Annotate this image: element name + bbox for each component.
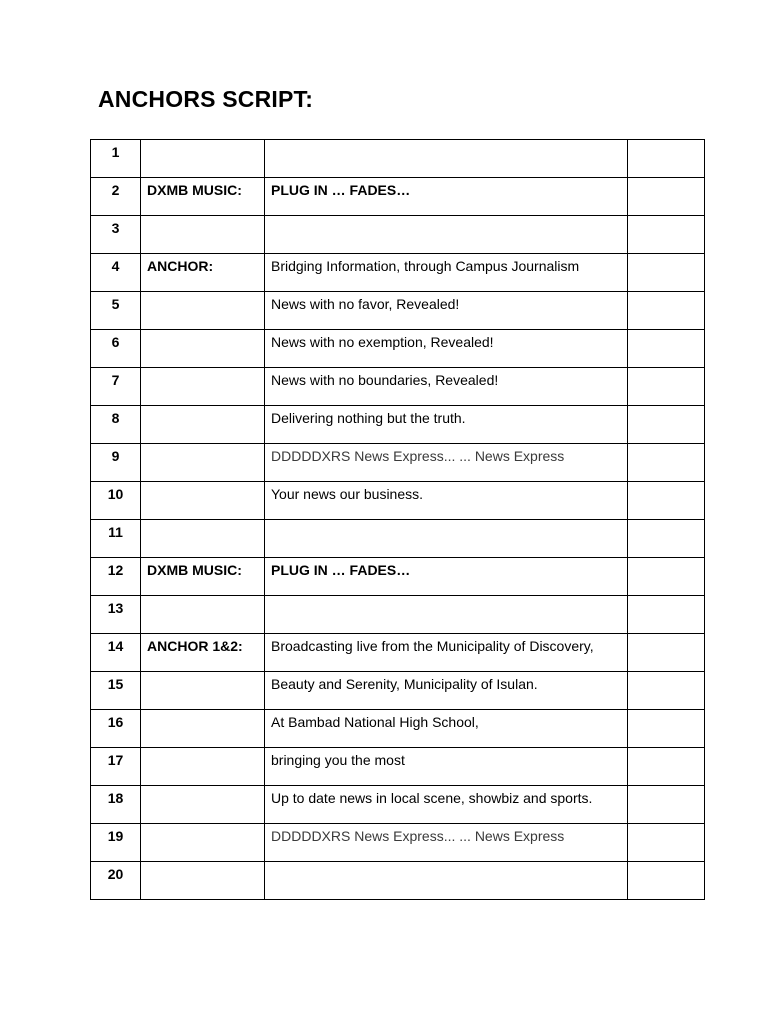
script-row [91, 596, 705, 634]
speaker-cell: ANCHOR 1&2: [141, 634, 265, 672]
notes-cell [628, 596, 705, 634]
script-row [91, 140, 705, 178]
speaker-cell [141, 824, 265, 862]
row-number: 15 [91, 672, 141, 710]
script-line-cell: At Bambad National High School, [265, 710, 628, 748]
notes-cell [628, 140, 705, 178]
row-number: 17 [91, 748, 141, 786]
speaker-cell [141, 786, 265, 824]
speaker-cell [141, 710, 265, 748]
speaker-cell [141, 862, 265, 900]
row-number: 5 [91, 292, 141, 330]
script-row [91, 406, 705, 444]
script-line-cell [265, 596, 628, 634]
script-row [91, 710, 705, 748]
notes-cell [628, 482, 705, 520]
script-line-cell: DDDDDXRS News Express... ... News Express [265, 444, 628, 482]
notes-cell [628, 710, 705, 748]
notes-cell [628, 444, 705, 482]
notes-cell [628, 672, 705, 710]
script-line-cell: PLUG IN … FADES… [265, 178, 628, 216]
row-number: 2 [91, 178, 141, 216]
notes-cell [628, 292, 705, 330]
script-line-cell: News with no favor, Revealed! [265, 292, 628, 330]
script-row [91, 672, 705, 710]
script-row [91, 862, 705, 900]
row-number: 11 [91, 520, 141, 558]
speaker-cell [141, 520, 265, 558]
speaker-cell: DXMB MUSIC: [141, 178, 265, 216]
row-number: 12 [91, 558, 141, 596]
script-line-cell: DDDDDXRS News Express... ... News Express [265, 824, 628, 862]
script-line-cell: Broadcasting live from the Municipality of Discovery, [265, 634, 628, 672]
row-number: 1 [91, 140, 141, 178]
script-table [90, 139, 705, 900]
speaker-cell [141, 330, 265, 368]
script-row [91, 292, 705, 330]
speaker-cell: DXMB MUSIC: [141, 558, 265, 596]
script-row [91, 558, 705, 596]
row-number: 9 [91, 444, 141, 482]
notes-cell [628, 520, 705, 558]
speaker-cell [141, 672, 265, 710]
script-row [91, 824, 705, 862]
speaker-cell [141, 482, 265, 520]
speaker-cell [141, 406, 265, 444]
notes-cell [628, 254, 705, 292]
row-number: 7 [91, 368, 141, 406]
script-line-cell [265, 216, 628, 254]
script-line-cell: Up to date news in local scene, showbiz and sports. [265, 786, 628, 824]
script-line-cell [265, 862, 628, 900]
notes-cell [628, 786, 705, 824]
row-number: 18 [91, 786, 141, 824]
row-number: 10 [91, 482, 141, 520]
speaker-cell [141, 140, 265, 178]
speaker-cell [141, 748, 265, 786]
speaker-cell: ANCHOR: [141, 254, 265, 292]
row-number: 20 [91, 862, 141, 900]
script-line-cell: PLUG IN … FADES… [265, 558, 628, 596]
script-row [91, 482, 705, 520]
row-number: 8 [91, 406, 141, 444]
notes-cell [628, 406, 705, 444]
row-number: 16 [91, 710, 141, 748]
page-title: ANCHORS SCRIPT: [98, 86, 314, 112]
script-line-cell [265, 140, 628, 178]
notes-cell [628, 558, 705, 596]
script-line-cell: Beauty and Serenity, Municipality of Isulan. [265, 672, 628, 710]
notes-cell [628, 330, 705, 368]
script-line-cell: bringing you the most [265, 748, 628, 786]
speaker-cell [141, 216, 265, 254]
script-line-cell: Delivering nothing but the truth. [265, 406, 628, 444]
script-table-body [91, 140, 705, 900]
row-number: 4 [91, 254, 141, 292]
row-number: 3 [91, 216, 141, 254]
script-row [91, 786, 705, 824]
speaker-cell [141, 292, 265, 330]
notes-cell [628, 748, 705, 786]
speaker-cell [141, 368, 265, 406]
row-number: 14 [91, 634, 141, 672]
script-line-cell: Your news our business. [265, 482, 628, 520]
script-row [91, 254, 705, 292]
notes-cell [628, 216, 705, 254]
row-number: 6 [91, 330, 141, 368]
script-row [91, 216, 705, 254]
script-row [91, 444, 705, 482]
script-line-cell [265, 520, 628, 558]
script-row [91, 178, 705, 216]
notes-cell [628, 178, 705, 216]
script-row [91, 368, 705, 406]
script-line-cell: News with no exemption, Revealed! [265, 330, 628, 368]
script-line-cell: News with no boundaries, Revealed! [265, 368, 628, 406]
speaker-cell [141, 444, 265, 482]
speaker-cell [141, 596, 265, 634]
notes-cell [628, 634, 705, 672]
script-row [91, 520, 705, 558]
notes-cell [628, 368, 705, 406]
script-row [91, 748, 705, 786]
script-row [91, 330, 705, 368]
script-row [91, 634, 705, 672]
row-number: 13 [91, 596, 141, 634]
notes-cell [628, 862, 705, 900]
notes-cell [628, 824, 705, 862]
row-number: 19 [91, 824, 141, 862]
script-line-cell: Bridging Information, through Campus Journalism [265, 254, 628, 292]
